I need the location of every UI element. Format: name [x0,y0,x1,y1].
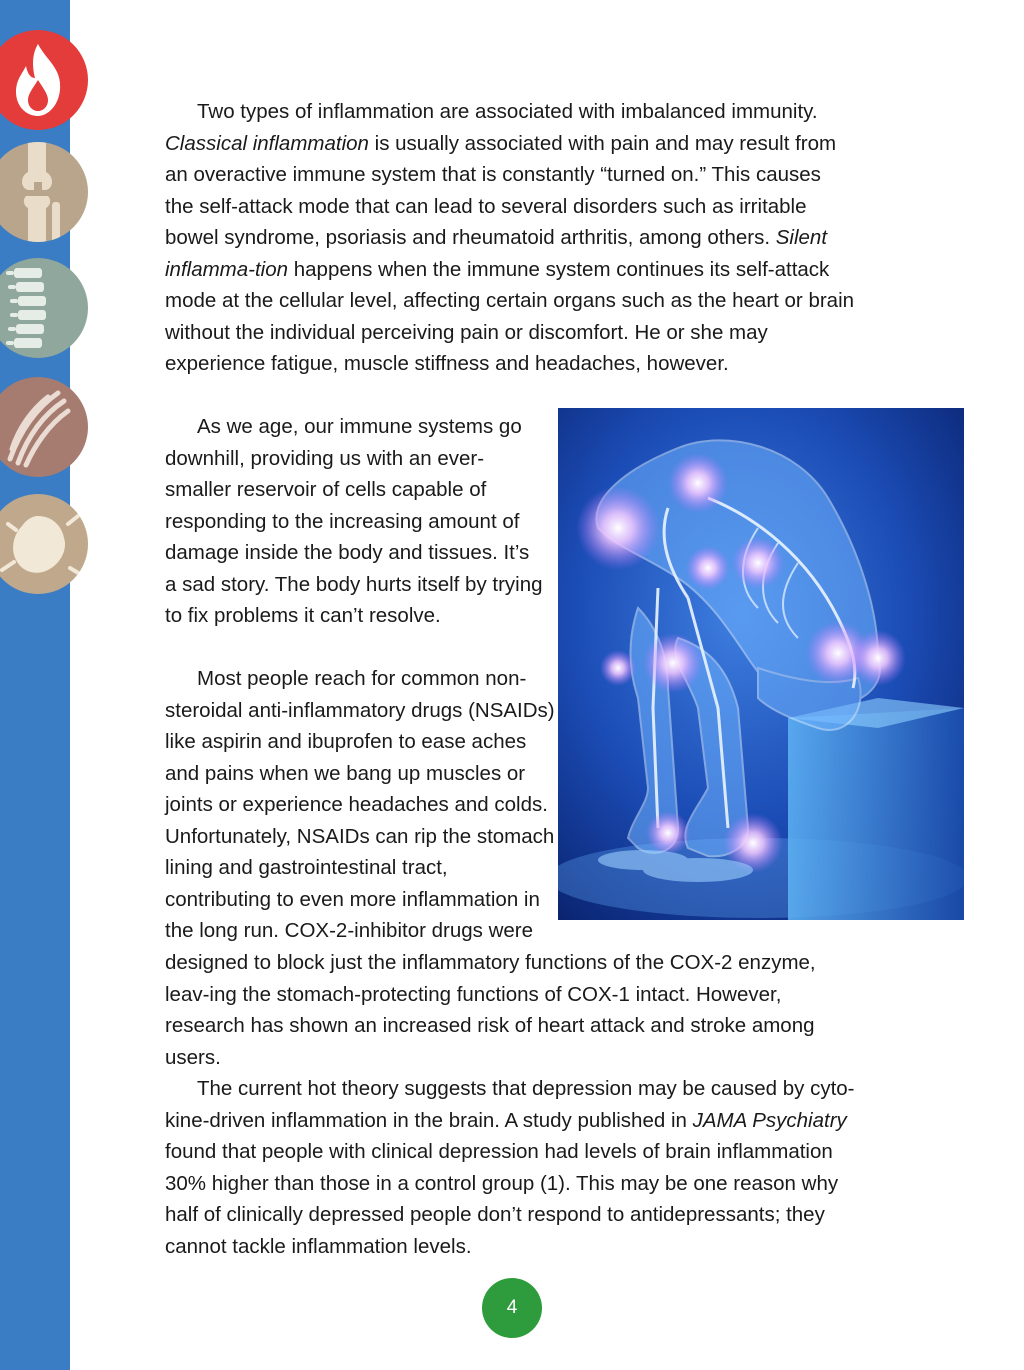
page-number-badge: 4 [482,1278,542,1338]
paragraph-nsaids [165,663,555,947]
p4-text-1: The current hot theory suggests that depression may be caused by cyto-kine-driven inflammation in the brain. A study published in [165,1077,855,1132]
p1-italic-classical: Classical inflammation [165,131,369,155]
spine-icon [0,258,88,358]
knee-joint-icon [0,142,88,242]
p3-text-b: designed to block just the inflammatory functions of the COX-2 enzyme, leav-ing the stomach-protecting functions of COX-1 intact. However, research has shown an increased risk of heart attack and stroke among users. [165,951,816,1069]
p3-text-a: Most people reach for common non-steroidal anti-inflammatory drugs (NSAIDs) like aspirin and ibuprofen to ease aches and pains when we bang up muscles or joints or experience headaches and colds. Unfortunately, NSAIDs can rip the stomach lining and gastrointestinal tract, contributing to even more inflammation in the long run. COX-2-inhibitor drugs were [165,667,555,942]
p4-text-2: found that people with clinical depression had levels of brain inflammation 30% higher than those in a control group (1). This may be one reason why half of clinically depressed people don’t respond to antidepressants; they cannot tackle inflammation levels. [165,1140,839,1258]
paragraph-depression [165,1073,865,1262]
paragraph-aging-immunity [165,411,545,632]
p4-italic-journal: JAMA Psychiatry [692,1108,847,1132]
p2-text: As we age, our immune systems go downhill, providing us with an ever-smaller reservoir of cells capable of responding to the increasing amount of damage inside the body and tissues. It’s a sad story. The body hurts itself by trying to fix problems it can’t resolve. [165,415,543,627]
p1-text-1: Two types of inflammation are associated with imbalanced immunity. [197,100,818,123]
paragraph-nsaids-continued [165,947,855,1073]
p1-italic-silent: Silent inflamma-tion [165,226,828,281]
p1-text-3: happens when the immune system continues its self-attack mode at the cellular level, affecting certain organs such as the heart or brain without the individual perceiving pain or discomfort. He or she may experience fatigue, muscle stiffness and headaches, however. [165,257,855,375]
skeleton-pain-illustration [558,408,964,920]
muscle-fiber-icon [0,377,88,477]
paragraph-inflammation-types [165,96,855,380]
flame-drop-icon [0,30,88,130]
cell-icon [0,494,88,594]
p1-text-2: is usually associated with pain and may result from an overactive immune system that is constantly “turned on.” This causes the self-attack mode that can lead to several disorders such as irritable bowel syndrome, psoriasis and rheumatoid arthritis, among others. [165,131,837,249]
